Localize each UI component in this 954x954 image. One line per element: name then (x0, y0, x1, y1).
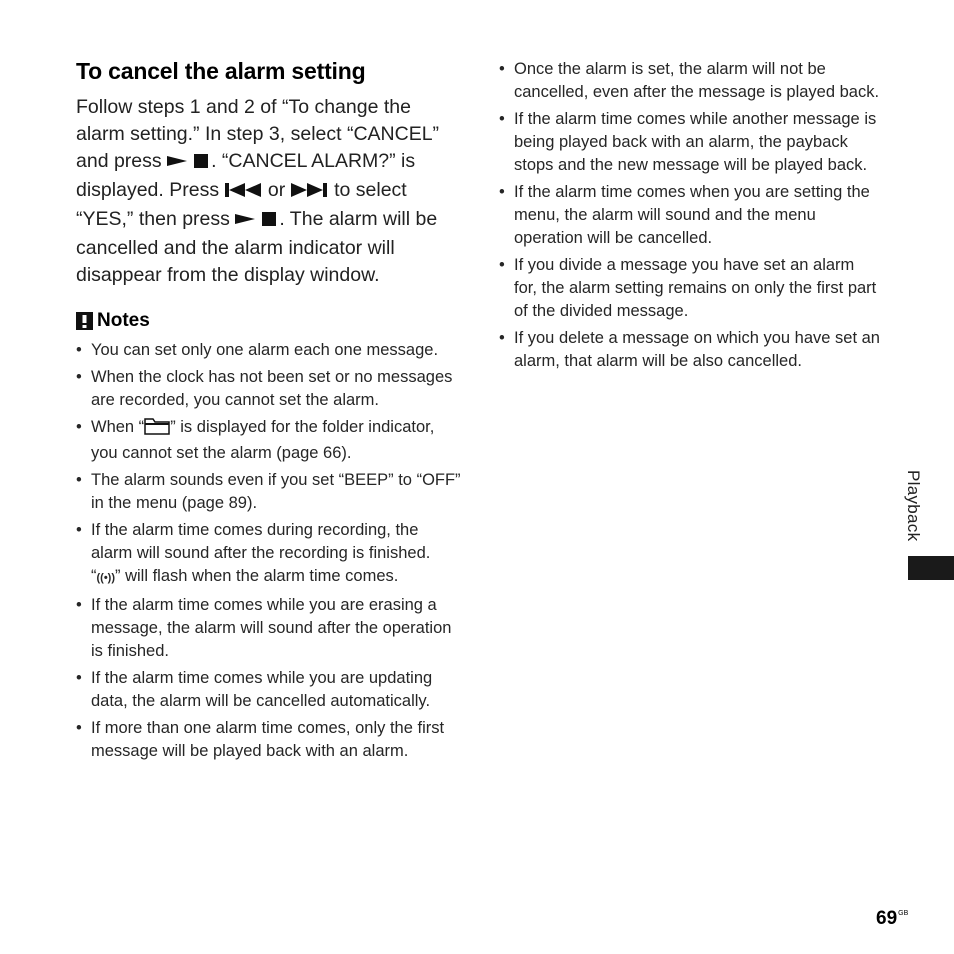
bullet: • (76, 368, 82, 386)
alarm-icon: ((•)) (96, 572, 116, 584)
list-item: • When the clock has not been set or no messages are recorded, you cannot set the alarm. (76, 368, 453, 409)
next-icon (291, 179, 329, 206)
section-heading: To cancel the alarm setting (76, 58, 366, 84)
intro-paragraph (76, 94, 461, 289)
intro-text-2: . “CANCEL ALARM?” is displayed. Press (76, 150, 416, 201)
bullet: • (76, 596, 82, 614)
page-number: $69^{GB}$ (876, 908, 909, 929)
bullet: • (76, 341, 82, 359)
bullet: • (499, 256, 505, 274)
bullet: • (499, 60, 505, 78)
notes-heading (76, 309, 461, 333)
bullet: • (499, 329, 505, 347)
list-item: • If the alarm time comes while you are updating data, the alarm will be cancelled automatically. (76, 669, 433, 710)
folder-icon (144, 418, 170, 442)
list-item: • If you delete a message on which you have set an alarm, that alarm will be also cancelled. (499, 329, 880, 370)
bullet: • (76, 418, 82, 436)
play-stop-icon (235, 208, 279, 235)
bullet: • (76, 521, 82, 539)
list-item: • The alarm sounds even if you set “BEEP” to “OFF” in the menu (page 89). (76, 471, 461, 512)
section-tab-marker (908, 556, 954, 580)
previous-icon (225, 179, 263, 206)
notes-list-left (76, 339, 461, 763)
list-item: • Once the alarm is set, the alarm will not be cancelled, even after the message is played back. (499, 60, 880, 101)
page-suffix: GB (898, 910, 909, 917)
bullet: • (499, 110, 505, 128)
left-column (76, 56, 461, 767)
list-item: • You can set only one alarm each one message. (76, 339, 461, 362)
bullet: • (499, 183, 505, 201)
notes-list-right (499, 58, 881, 373)
list-item: • If more than one alarm time comes, only the first message will be played back with an alarm. (76, 719, 445, 760)
intro-text-1: Follow steps 1 and 2 of “To change the alarm setting.” In step 3, select “CANCEL” and press (76, 96, 440, 172)
list-item: • If the alarm time comes while you are erasing a message, the alarm will sound after the operation is finished. (76, 596, 452, 660)
bullet: • (76, 669, 82, 687)
bullet: • (76, 719, 82, 737)
right-column (499, 58, 881, 377)
intro-text-3: or (262, 179, 291, 201)
list-item: • If the alarm time comes when you are setting the menu, the alarm will sound and the menu operation will be cancelled. (499, 183, 870, 247)
section-side-label: Playback (904, 470, 923, 542)
notes-icon (76, 312, 93, 330)
list-item: • When “ ” is displayed for the folder indicator, you cannot set the alarm (page 66). (76, 418, 435, 462)
notes-title: Notes (97, 310, 150, 331)
play-stop-icon (167, 150, 211, 177)
bullet: • (76, 471, 82, 489)
intro-text-4: to select “YES,” then press (76, 179, 407, 230)
list-item: • If the alarm time comes during recording, the alarm will sound after the recording is finished. “((•))” will flash when the alarm time comes. (76, 521, 431, 585)
intro-text-5: . The alarm will be cancelled and the alarm indicator will disappear from the display window. (76, 208, 438, 286)
list-item: • If you divide a message you have set an alarm for, the alarm setting remains on only the first part of the divided message. (499, 256, 877, 320)
list-item: • If the alarm time comes while another message is being played back with an alarm, the payback stops and the new message will be played back. (499, 110, 877, 174)
